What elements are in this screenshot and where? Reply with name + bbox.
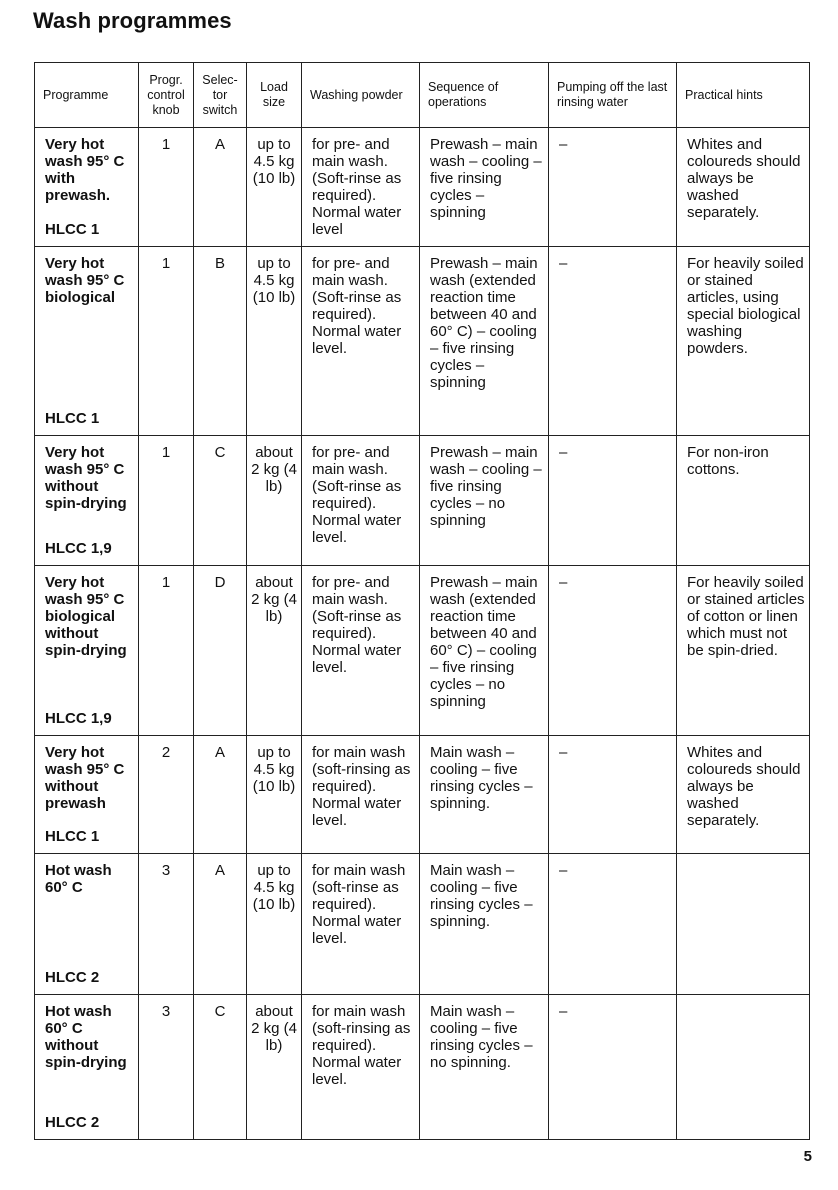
programme-code: HLCC 1 xyxy=(45,828,100,845)
hints-cell xyxy=(677,854,810,995)
header-sequence: Sequence of operations xyxy=(420,63,549,128)
programme-cell xyxy=(35,995,139,1140)
table-row xyxy=(35,995,810,1140)
sequence-cell: Prewash – main wash – cooling – five rinsing cycles – no spinning xyxy=(420,436,549,566)
washing-powder-cell: for main wash (soft-rinsing as required). Normal water level. xyxy=(302,736,420,854)
table-row xyxy=(35,566,810,736)
load-size-cell: up to 4.5 kg (10 lb) xyxy=(247,854,302,995)
programme-name: Hot wash 60° C xyxy=(45,862,112,896)
selector-switch-cell: A xyxy=(194,128,247,247)
load-size-cell: about 2 kg (4 lb) xyxy=(247,436,302,566)
load-size-cell: up to 4.5 kg (10 lb) xyxy=(247,247,302,436)
selector-switch-cell: C xyxy=(194,995,247,1140)
control-knob-cell: 1 xyxy=(139,247,194,436)
sequence-cell: Prewash – main wash (extended reaction time between 40 and 60° C) – cooling – five rinsing cycles – spinning xyxy=(420,247,549,436)
programme-cell xyxy=(35,854,139,995)
table-row xyxy=(35,128,810,247)
control-knob-cell: 3 xyxy=(139,854,194,995)
control-knob-cell: 2 xyxy=(139,736,194,854)
hints-cell: Whites and coloureds should always be washed separately. xyxy=(677,736,810,854)
programme-name: Very hot wash 95° C with prewash. xyxy=(45,136,125,204)
programme-name: Very hot wash 95° C without prewash xyxy=(45,744,125,812)
pumping-cell: – xyxy=(549,247,677,436)
washing-powder-cell: for pre- and main wash. (Soft-rinse as required). Normal water level. xyxy=(302,436,420,566)
programme-code: HLCC 1 xyxy=(45,410,100,427)
pumping-cell: – xyxy=(549,995,677,1140)
table-row xyxy=(35,854,810,995)
hints-cell: For heavily soiled or stained articles, using special biological washing powders. xyxy=(677,247,810,436)
programme-code: HLCC 1,9 xyxy=(45,540,112,557)
selector-switch-cell: C xyxy=(194,436,247,566)
programme-cell xyxy=(35,566,139,736)
programme-code: HLCC 2 xyxy=(45,1114,100,1131)
page-number: 5 xyxy=(803,1148,812,1165)
programme-cell xyxy=(35,736,139,854)
header-hints: Practical hints xyxy=(677,63,810,128)
programme-cell xyxy=(35,436,139,566)
header-pumping: Pumping off the last rinsing water xyxy=(549,63,677,128)
programme-cell xyxy=(35,247,139,436)
load-size-cell: up to 4.5 kg (10 lb) xyxy=(247,128,302,247)
header-selector-switch: Selec- tor switch xyxy=(194,63,247,128)
programme-code: HLCC 1 xyxy=(45,221,100,238)
sequence-cell: Prewash – main wash – cooling – five rinsing cycles – spinning xyxy=(420,128,549,247)
control-knob-cell: 1 xyxy=(139,566,194,736)
hints-cell: Whites and coloureds should always be washed separately. xyxy=(677,128,810,247)
programme-code: HLCC 1,9 xyxy=(45,710,112,727)
header-washing-powder: Washing powder xyxy=(302,63,420,128)
washing-powder-cell: for main wash (soft-rinsing as required). Normal water level. xyxy=(302,995,420,1140)
pumping-cell: – xyxy=(549,854,677,995)
sequence-cell: Main wash – cooling – five rinsing cycles – spinning. xyxy=(420,854,549,995)
control-knob-cell: 3 xyxy=(139,995,194,1140)
control-knob-cell: 1 xyxy=(139,436,194,566)
header-load-size: Load size xyxy=(247,63,302,128)
table-row xyxy=(35,736,810,854)
programme-name: Hot wash 60° C without spin-drying xyxy=(45,1003,127,1071)
programme-cell xyxy=(35,128,139,247)
programme-name: Very hot wash 95° C without spin-drying xyxy=(45,444,127,512)
selector-switch-cell: A xyxy=(194,854,247,995)
hints-cell: For heavily soiled or stained articles of cotton or linen which must not be spin-dried. xyxy=(677,566,810,736)
washing-powder-cell: for pre- and main wash. (Soft-rinse as required). Normal water level. xyxy=(302,566,420,736)
washing-powder-cell: for pre- and main wash. (Soft-rinse as required). Normal water level. xyxy=(302,247,420,436)
washing-powder-cell: for pre- and main wash. (Soft-rinse as required). Normal water level xyxy=(302,128,420,247)
pumping-cell: – xyxy=(549,436,677,566)
table-row xyxy=(35,436,810,566)
selector-switch-cell: D xyxy=(194,566,247,736)
programme-code: HLCC 2 xyxy=(45,969,100,986)
sequence-cell: Prewash – main wash (extended reaction time between 40 and 60° C) – cooling – five rinsing cycles – no spinning xyxy=(420,566,549,736)
hints-cell xyxy=(677,995,810,1140)
pumping-cell: – xyxy=(549,566,677,736)
programme-name: Very hot wash 95° C biological xyxy=(45,255,125,306)
load-size-cell: about 2 kg (4 lb) xyxy=(247,995,302,1140)
pumping-cell: – xyxy=(549,128,677,247)
page-title: Wash programmes xyxy=(33,8,232,33)
table-row xyxy=(35,247,810,436)
header-programme: Programme xyxy=(35,63,139,128)
header-control-knob: Progr. control knob xyxy=(139,63,194,128)
selector-switch-cell: B xyxy=(194,247,247,436)
pumping-cell: – xyxy=(549,736,677,854)
hints-cell: For non-iron cottons. xyxy=(677,436,810,566)
load-size-cell: about 2 kg (4 lb) xyxy=(247,566,302,736)
sequence-cell: Main wash – cooling – five rinsing cycles – no spinning. xyxy=(420,995,549,1140)
control-knob-cell: 1 xyxy=(139,128,194,247)
programme-name: Very hot wash 95° C biological without spin-drying xyxy=(45,574,127,659)
washing-powder-cell: for main wash (soft-rinse as required). Normal water level. xyxy=(302,854,420,995)
selector-switch-cell: A xyxy=(194,736,247,854)
table-header-row xyxy=(35,63,810,128)
load-size-cell: up to 4.5 kg (10 lb) xyxy=(247,736,302,854)
wash-programmes-table xyxy=(34,62,810,1140)
sequence-cell: Main wash – cooling – five rinsing cycles – spinning. xyxy=(420,736,549,854)
